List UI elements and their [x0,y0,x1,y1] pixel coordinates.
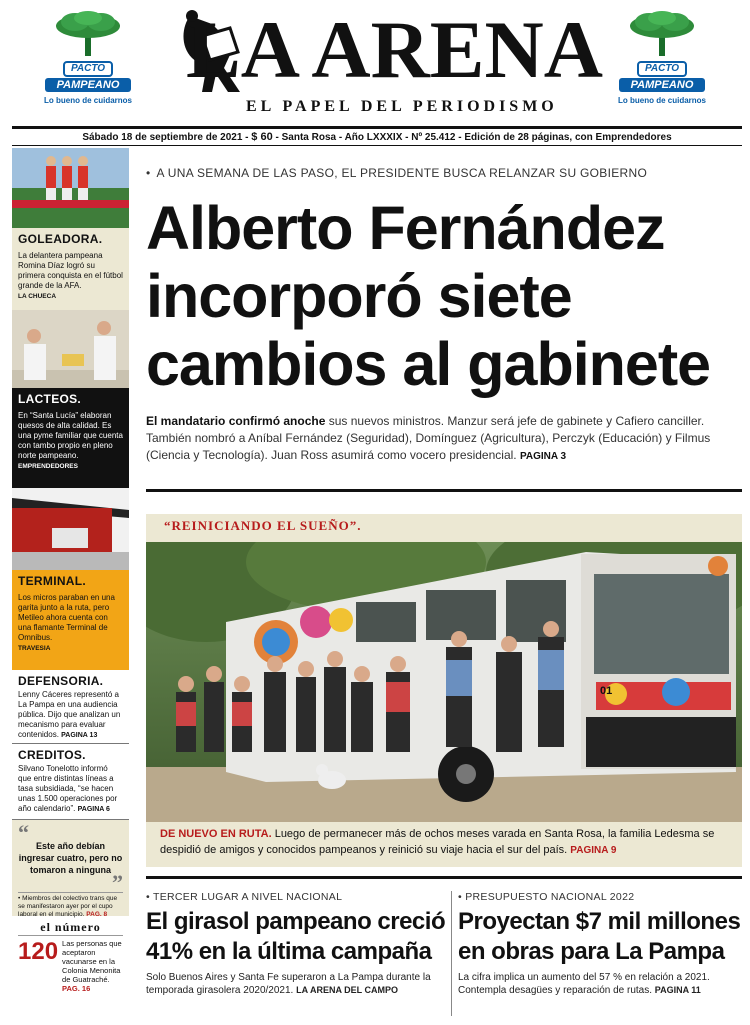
terminal-head: TERMINAL. [18,574,87,588]
goleadora-tag: LA CHUECA [18,293,57,300]
main-kicker [146,166,647,180]
lead-strong: El mandatario confirmó anoche [146,414,326,428]
numero-head: el número [18,920,123,936]
story-girasol-kicker: • TERCER LUGAR A NIVEL NACIONAL [146,891,343,903]
lead-page[interactable]: PAGINA 3 [519,451,567,462]
terminal-body: Los micros paraban en una garita junto a la ruta, pero Metileo ahora cuenta con una flamante Terminal de Omnibus. [18,593,115,642]
close-quote-icon: ” [112,870,123,895]
divider [146,489,742,492]
story-presupuesto-body-wrap [458,971,742,997]
pacto-line2: PAMPEANO [619,78,705,92]
quote-note-wrap [18,892,123,919]
sidebar-creditos[interactable] [12,744,129,820]
defensoria-body: Lenny Cáceres representó a La Pampa en una audiencia pública. Dijo que analizan un mecanismo para evaluar contenidos. [18,690,121,739]
pacto-line1: PACTO [637,61,687,77]
story-presupuesto-body: La cifra implica un aumento del 57 % en relación a 2021. Contempla desagües y reparación de rutas. [458,972,710,996]
caption-lead-in: DE NUEVO EN RUTA. [160,828,272,840]
bus-number: 01 [600,685,613,697]
story-girasol-body: Solo Buenos Aires y Santa Fe superaron a La Pampa durante la temporada girasolera 2020/2021. [146,972,431,996]
dateline-rest: - Santa Rosa - Año LXXXIX - Nº 25.412 - Edición de 28 páginas, con Emprendedores [275,132,672,143]
photo-title: “REINICIANDO EL SUEÑO”. [164,518,362,533]
tree-icon [627,10,697,58]
story-girasol-headline: El girasol pampeano creció 41% en la última campaña [146,908,446,965]
goleadora-head: GOLEADORA. [18,232,103,246]
creditos-head: CREDITOS. [18,748,86,762]
masthead [0,0,750,143]
sidebar-goleadora[interactable] [12,228,129,310]
story-girasol-tag: LA ARENA DEL CAMPO [296,985,398,995]
dateline [12,126,742,146]
pacto-pampeano-logo-right [612,10,712,120]
lacteos-head: LACTEOS. [18,392,82,406]
story-presupuesto[interactable] [458,891,742,997]
main-headline[interactable]: Alberto Fernández incorporó siete cambios al gabinete [146,194,711,398]
defensoria-head: DEFENSORIA. [18,674,104,688]
pacto-slogan: Lo bueno de cuidarnos [617,96,706,105]
story-girasol[interactable] [146,891,446,997]
story-girasol-body-wrap [146,971,446,997]
main-kicker-text: A UNA SEMANA DE LAS PASO, EL PRESIDENTE BUSCA RELANZAR SU GOBIERNO [156,166,648,180]
story-divider [451,891,452,1016]
lacteos-photo [12,310,129,388]
story-presupuesto-tag: PAGINA 11 [654,985,701,995]
newspaper-title: LA ARENA [186,4,603,95]
lacteos-body: En “Santa Lucía” elaboran quesos de alta calidad. Es una pyme familiar que cuenta con tambo propio en pleno norte pampeano. [18,411,123,460]
creditos-tag: PAGINA 6 [77,806,110,813]
quote-note: • Miembros del colectivo trans que se manifestaron ayer por el cupo laboral en el municipio. [18,895,118,918]
photo-caption [160,826,735,859]
main-lead [146,413,742,465]
sidebar-terminal[interactable] [12,570,129,670]
caption-page[interactable]: PAGINA 9 [570,845,617,856]
terminal-tag: TRAVESIA [18,645,51,652]
pacto-line1: PACTO [63,61,113,77]
pacto-slogan: Lo bueno de cuidarnos [43,96,132,105]
sidebar-quote [12,820,129,916]
sidebar-defensoria[interactable] [12,670,129,744]
dateline-price: $ 60 [251,131,273,143]
defensoria-tag: PAGINA 13 [61,732,98,739]
bus-photo[interactable] [146,542,742,822]
goleadora-photo [12,148,129,228]
terminal-photo [12,488,129,570]
photo-feature [146,514,742,867]
quote-text: Este año debían ingresar cuatro, pero no tomaron a ninguna [18,841,123,875]
creditos-body: Silvano Tonelotto informó que entre distintas líneas a tasa subsidiada, “se hacen unas 1.500 operaciones por año calendario”. [18,764,118,813]
divider [146,876,742,879]
numero-text: Las personas que aceptaron vacunarse en la Colonia Menonita de Guatraché. [62,939,122,984]
lead-rest: sus nuevos ministros. Manzur será jefe de gabinete y Cafiero canciller. También nombró a Aníbal Fernández (Seguridad), Domínguez (Agricultura), Perczyk (Educación) y Filmus (Ciencia y Tecnología). Juan Ross asumirá como vocero presidencial. [146,414,711,462]
numero-tag: PAG. 16 [62,984,91,993]
story-girasol-kicker-text: TERCER LUGAR A NIVEL NACIONAL [153,891,343,903]
creditos-text [18,764,123,815]
numero-text-wrap [62,939,123,993]
sidebar-lacteos[interactable] [12,388,129,488]
story-presupuesto-kicker-text: PRESUPUESTO NACIONAL 2022 [465,891,635,903]
defensoria-text [18,690,123,741]
sidebar-numero[interactable] [12,916,129,994]
caption-text: Luego de permanecer más de ochos meses varada en Santa Rosa, la familia Ledesma se despidió de amigos y conocidos pampeanos y reinició su viaje hacia el sur del país. [160,828,715,856]
tree-icon [53,10,123,58]
story-presupuesto-kicker: • PRESUPUESTO NACIONAL 2022 [458,891,635,903]
bullet-icon: • [146,166,151,180]
pacto-line2: PAMPEANO [45,78,131,92]
quote-tag: PAG. 8 [86,911,108,918]
pacto-pampeano-logo-left [38,10,138,120]
numero-value: 120 [18,938,59,965]
story-presupuesto-headline: Proyectan $7 mil millones en obras para La Pampa [458,908,741,965]
dateline-date: Sábado 18 de septiembre de 2021 - [82,132,249,143]
lacteos-tag: EMPRENDEDORES [18,463,78,470]
goleadora-body: La delantera pampeana Romina Díaz logró su primera conquista en el fútbol grande de la AFA. [18,251,123,290]
open-quote-icon: “ [18,820,29,845]
newspaper-tagline: EL PAPEL DEL PERIODISMO [246,98,558,115]
sidebar [12,148,129,1018]
